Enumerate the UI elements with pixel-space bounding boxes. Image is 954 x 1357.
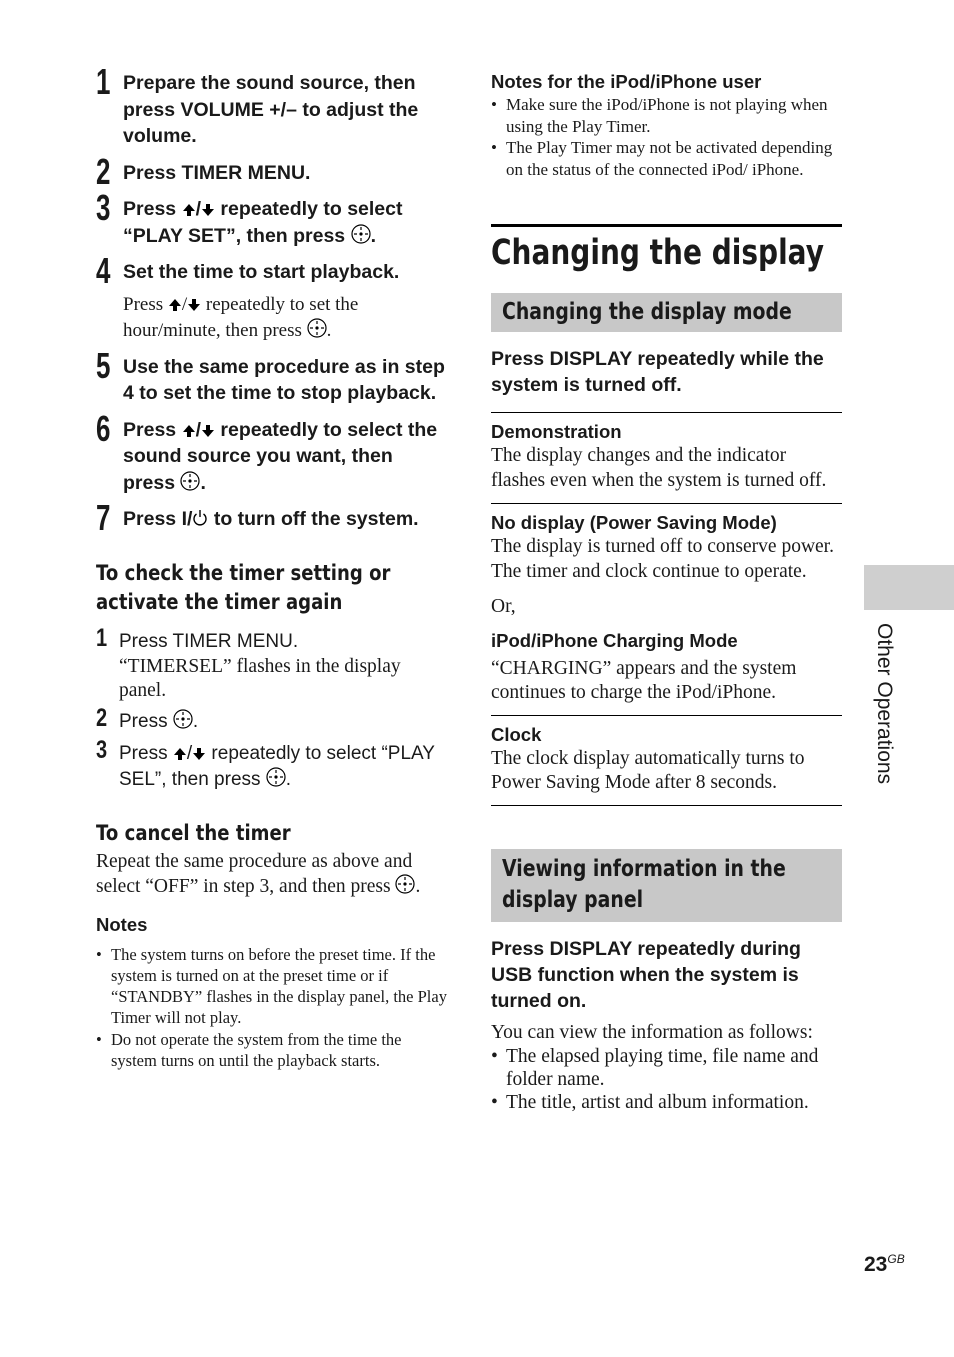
down-arrow-icon bbox=[187, 298, 201, 312]
divider bbox=[491, 503, 842, 504]
notes-heading: Notes bbox=[96, 913, 148, 935]
mode-instruction: Press DISPLAY repeatedly while the system is turned off. bbox=[491, 348, 824, 396]
enter-button-icon bbox=[266, 767, 286, 787]
step-text: Set the time to start playback. bbox=[123, 261, 400, 283]
down-arrow-icon bbox=[201, 424, 215, 438]
up-arrow-icon bbox=[168, 298, 182, 312]
up-arrow-icon bbox=[182, 203, 196, 217]
left-column bbox=[96, 61, 448, 1072]
step-text-part: repeatedly to select the sound source you want, then press bbox=[123, 418, 438, 494]
step-text bbox=[123, 417, 448, 497]
slash: / bbox=[181, 293, 188, 315]
power-label: I/ bbox=[181, 508, 193, 530]
up-arrow-icon bbox=[173, 747, 187, 761]
step-1 bbox=[96, 61, 448, 150]
step-text-part: Press bbox=[123, 198, 182, 220]
step-text-part: repeatedly to select “PLAY SET”, then press bbox=[123, 198, 403, 247]
right-column bbox=[491, 70, 842, 1115]
check-step-3 bbox=[96, 735, 448, 793]
step-text: Press TIMER MENU. bbox=[123, 161, 311, 184]
step-number: 3 bbox=[96, 735, 108, 764]
ipod-notes-heading: Notes for the iPod/iPhone user bbox=[491, 71, 762, 92]
step-number: 1 bbox=[96, 623, 108, 652]
step-detail-part: Press bbox=[123, 293, 168, 315]
mode-description: The display changes and the indicator flashes even when the system is turned off. bbox=[491, 445, 827, 491]
ipod-note-item: • The Play Timer may not be activated depending on the status of the connected iPod/ iPhone. bbox=[491, 137, 842, 180]
step-text bbox=[123, 196, 448, 249]
enter-button-icon bbox=[395, 874, 415, 894]
page-number-value: 23 bbox=[864, 1253, 888, 1276]
step-text: Press TIMER MENU. bbox=[119, 630, 299, 652]
side-tab-text: Other Operations bbox=[873, 623, 896, 785]
mode-description: “CHARGING” appears and the system continues to charge the iPod/iPhone. bbox=[491, 657, 797, 703]
step-text-part: . bbox=[285, 768, 292, 790]
divider bbox=[491, 805, 842, 806]
step-number: 2 bbox=[96, 703, 108, 732]
step-detail bbox=[123, 292, 448, 344]
cancel-section-text bbox=[96, 850, 448, 900]
section-title: Changing the display bbox=[491, 233, 824, 273]
down-arrow-icon bbox=[201, 203, 215, 217]
step-text-part: . bbox=[192, 710, 199, 732]
step-number: 6 bbox=[96, 407, 111, 449]
step-detail-part: . bbox=[326, 319, 332, 341]
step-text-part: repeatedly to select “PLAY SEL”, then press bbox=[119, 742, 435, 790]
note-item: • Do not operate the system from the time the system turns on until the playback starts. bbox=[96, 1029, 448, 1071]
mode-label-no-display: No display (Power Saving Mode) bbox=[491, 512, 777, 533]
down-arrow-icon bbox=[192, 747, 206, 761]
step-6 bbox=[96, 407, 448, 497]
info-intro: You can view the information as follows: bbox=[491, 1021, 813, 1043]
step-number: 4 bbox=[96, 250, 111, 291]
mode-section-header bbox=[491, 293, 842, 332]
info-section-header bbox=[491, 849, 842, 922]
slash: / bbox=[186, 742, 193, 764]
power-icon bbox=[192, 509, 208, 527]
step-text bbox=[119, 709, 448, 735]
step-text-part: Press bbox=[119, 710, 173, 732]
step-text bbox=[123, 506, 448, 533]
mode-label-clock: Clock bbox=[491, 723, 542, 745]
mode-label-demonstration: Demonstration bbox=[491, 421, 622, 442]
step-text-part: Press bbox=[119, 742, 173, 764]
mode-label-charging: iPod/iPhone Charging Mode bbox=[491, 629, 738, 651]
slash: / bbox=[195, 198, 201, 220]
step-detail: “TIMERSEL” flashes in the display panel. bbox=[119, 655, 401, 701]
step-number: 1 bbox=[96, 61, 111, 102]
check-step-1 bbox=[96, 623, 448, 703]
page-number bbox=[864, 1252, 905, 1277]
step-text: Prepare the sound source, then press VOLUME +/– to adjust the volume. bbox=[123, 72, 419, 147]
step-text-part: . bbox=[200, 471, 206, 494]
info-section-title: Viewing information in the display panel bbox=[502, 855, 786, 913]
step-text-part: Press bbox=[123, 508, 182, 530]
step-2 bbox=[96, 150, 448, 192]
info-instruction: Press DISPLAY repeatedly during USB function when the system is turned on. bbox=[491, 937, 801, 1012]
step-3 bbox=[96, 187, 448, 249]
side-tab-label bbox=[870, 623, 900, 823]
section-header bbox=[491, 224, 842, 275]
step-text-part: Press bbox=[123, 418, 182, 441]
step-text-part: to turn off the system. bbox=[208, 508, 419, 530]
paragraph-part: Repeat the same procedure as above and select “OFF” in step 3, and then press bbox=[96, 850, 413, 897]
step-4 bbox=[96, 250, 448, 344]
mode-or: Or, bbox=[491, 596, 516, 617]
enter-button-icon bbox=[173, 709, 193, 729]
enter-button-icon bbox=[351, 224, 371, 244]
mode-section-title: Changing the display mode bbox=[502, 299, 792, 325]
step-number: 7 bbox=[96, 497, 111, 538]
divider bbox=[491, 412, 842, 413]
ipod-note-item: • Make sure the iPod/iPhone is not playing when using the Play Timer. bbox=[491, 94, 842, 137]
check-section-title: To check the timer setting or activate the timer again bbox=[96, 560, 391, 614]
info-item: • The title, artist and album information. bbox=[491, 1091, 842, 1115]
step-text: Use the same procedure as in step 4 to set the time to stop playback. bbox=[123, 355, 445, 404]
mode-description: The display is turned off to conserve power. The timer and clock continue to operate. bbox=[491, 536, 834, 582]
step-7 bbox=[96, 497, 448, 538]
page-number-suffix: GB bbox=[887, 1252, 905, 1266]
divider bbox=[491, 715, 842, 716]
note-item: • The system turns on before the preset time. If the system is turned on at the preset time or if “STANDBY” flashes in the display panel, the Play Timer will not play. bbox=[96, 944, 448, 1028]
step-detail-part: repeatedly to set the hour/minute, then press bbox=[123, 293, 359, 341]
side-tab-marker bbox=[864, 565, 954, 610]
step-text bbox=[119, 741, 448, 793]
enter-button-icon bbox=[307, 318, 327, 338]
up-arrow-icon bbox=[182, 424, 196, 438]
step-text-part: . bbox=[370, 224, 376, 247]
cancel-section-title: To cancel the timer bbox=[96, 820, 291, 845]
step-number: 2 bbox=[96, 150, 111, 192]
step-number: 5 bbox=[96, 344, 111, 386]
slash: / bbox=[195, 418, 201, 441]
step-number: 3 bbox=[96, 187, 111, 228]
enter-button-icon bbox=[180, 471, 200, 491]
step-5 bbox=[96, 344, 448, 407]
paragraph-part: . bbox=[415, 876, 421, 897]
info-item: • The elapsed playing time, file name and folder name. bbox=[491, 1045, 842, 1091]
check-step-2 bbox=[96, 703, 448, 735]
mode-description: The clock display automatically turns to Power Saving Mode after 8 seconds. bbox=[491, 747, 805, 793]
